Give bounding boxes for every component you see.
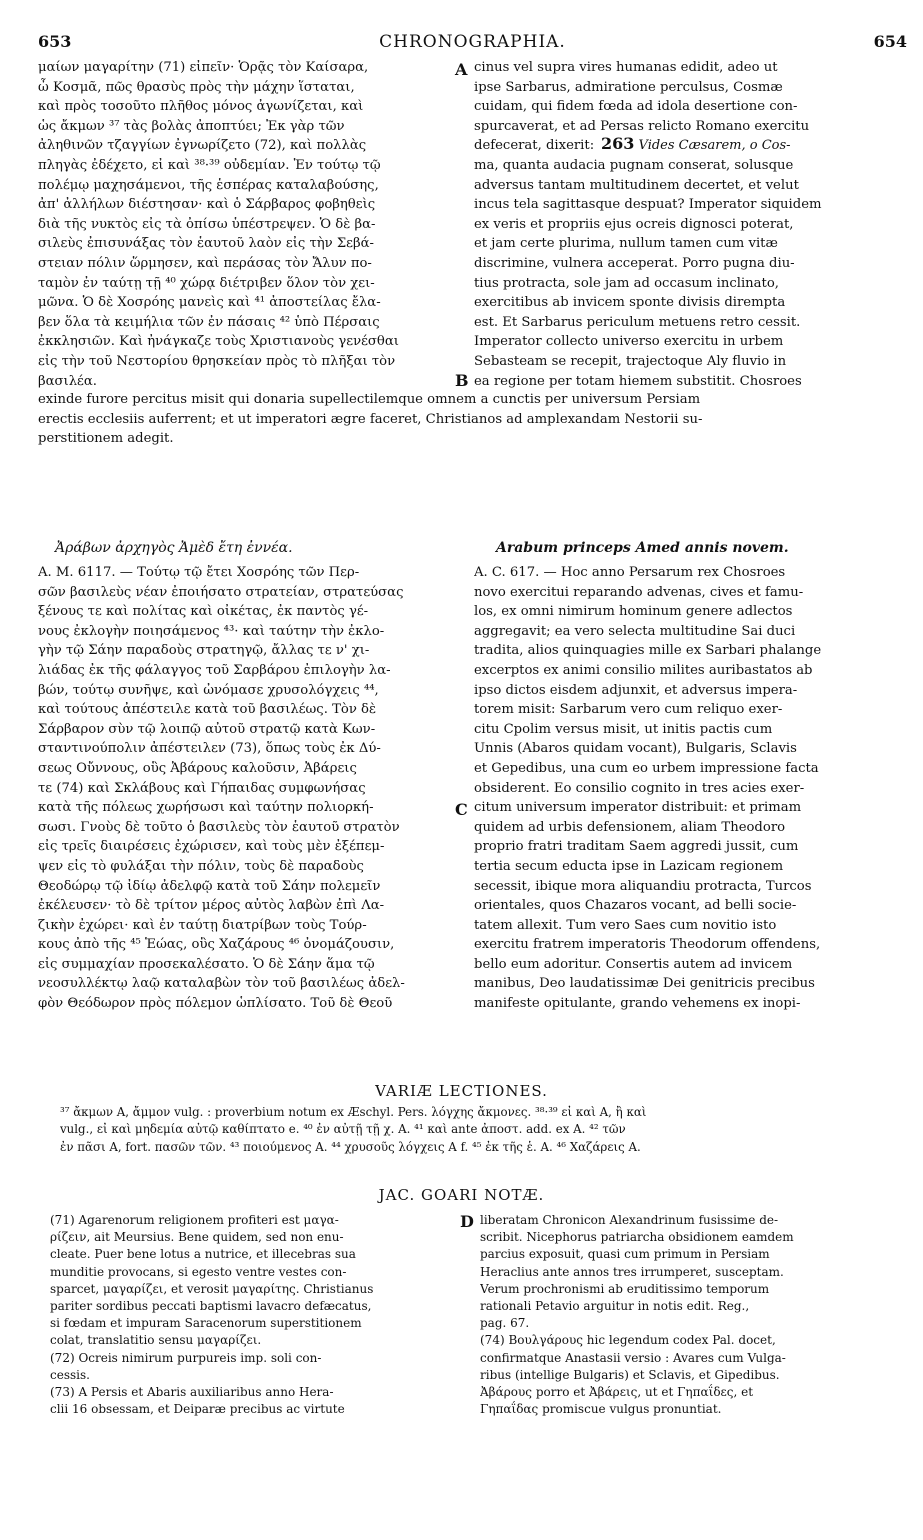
latin-text-line: Imperator collecto universo exercitu in urbem xyxy=(474,334,784,350)
greek-text-line: εἰς τρεῖς διαιρέσεις ἐχώρισεν, καὶ τοὺς μὲν ἐξέπεμ- xyxy=(38,839,385,855)
page-number-left: 653 xyxy=(38,32,72,51)
note-line: colat, translatitio sensu μαγαρίζει. xyxy=(50,1333,262,1348)
latin-text-line: cuidam, qui fidem fœda ad idola desertione con- xyxy=(474,99,798,115)
notes-title: JAC. GOARI NOTÆ. xyxy=(378,1186,545,1204)
latin-text-line: est. Et Sarbarus periculum metuens retro cessit. xyxy=(474,314,801,330)
note-line: (74) Βουλγάρους hic legendum codex Pal. docet, xyxy=(480,1333,776,1348)
margin-marker-d: D xyxy=(460,1212,474,1231)
latin-text-line: exercitibus ab invicem sponte divisis dirempta xyxy=(474,295,786,311)
latin-text-line: tertia secum educta ipse in Lazicam regionem xyxy=(474,858,784,874)
latin-text-line: manibus, Deo laudatissimæ Dei genitricis precibus xyxy=(474,976,815,992)
edition-page-number: 263 xyxy=(601,134,635,153)
greek-text-line: πολέμῳ μαχησάμενοι, τῆς ἑσπέρας καταλαβούσης, xyxy=(38,177,379,193)
note-line: scribit. Nicephorus patriarcha obsidionem eamdem xyxy=(480,1230,794,1245)
note-line: cleate. Puer bene lotus a nutrice, et illecebras sua xyxy=(50,1247,356,1262)
greek-text-line: διὰ τῆς νυκτὸς εἰς τὰ ὀπίσω ὑπέστρεψεν. Ὁ δὲ βα- xyxy=(38,216,376,232)
variant-readings xyxy=(60,1104,902,1156)
latin-text-line: obsiderent. Eo consilio cognito in tres acies exer- xyxy=(474,780,805,796)
note-line: munditie provocans, si egesto ventre vestes con- xyxy=(50,1264,347,1279)
greek-text-line: κους ἀπὸ τῆς ⁴⁵ Ἑώας, οὓς Χαζάρους ⁴⁶ ὀνομάζουσιν, xyxy=(38,937,395,953)
latin-text-line: exercitu fratrem imperatoris Theodorum offendens, xyxy=(474,937,821,953)
greek-text-line: ἐκκλησιῶν. Καὶ ἠνάγκαζε τοὺς Χριστιανοὺς γενέσθαι xyxy=(38,334,399,350)
greek-text-line: τε (74) καὶ Σκλάβους καὶ Γήπαιδας συμφωνήσας xyxy=(38,780,366,796)
margin-marker-b: B xyxy=(455,371,469,390)
note-line: Ἀβάρους porro et Ἀβάρεις, ut et Γηπαΐδες, et xyxy=(480,1385,754,1400)
latin-text-line: bello eum adoritur. Consertis autem ad invicem xyxy=(474,956,793,972)
note-line: si fœdam et impuram Saracenorum superstitionem xyxy=(50,1316,362,1331)
note-line: (72) Ocreis nimirum purpureis imp. soli con- xyxy=(50,1350,322,1365)
greek-text-line: μῶνα. Ὁ δὲ Χοσρόης μανεὶς καὶ ⁴¹ ἀποστείλας ἔλα- xyxy=(38,295,381,311)
latin-text-line: cinus vel supra vires humanas edidit, adeo ut xyxy=(474,60,778,75)
latin-text-line: tatem allexit. Tum vero Saes cum novitio isto xyxy=(474,917,777,933)
section-heading-greek: Ἀράβων ἀρχηγὸς Ἀμὲδ ἔτη ἐννέα. xyxy=(55,540,293,556)
greek-text-line: ζικὴν ἐχώρει· καὶ ἐν ταύτῃ διατρίβων τοὺς Τούρ- xyxy=(38,917,367,933)
latin-text-line: tradita, alios quinquagies mille ex Sarbari phalange xyxy=(474,643,822,659)
note-line: cessis. xyxy=(50,1367,90,1382)
note-line: sparcet, μαγαρίζει, et verosit μαγαρίτης. Christianus xyxy=(50,1281,374,1296)
note-line: pag. 67. xyxy=(480,1316,530,1331)
latin-text-line: aggregavit; ea vero selecta multitudine Sai duci xyxy=(474,623,796,639)
greek-column-main xyxy=(38,563,458,1014)
note-line: clii 16 obsessam, et Deiparæ precibus ac virtute xyxy=(50,1402,345,1417)
note-line: rationali Petavio arguitur in notis edit. Reg., xyxy=(480,1299,750,1314)
latin-text-line: secessit, ibique mora aliquandiu protracta, Turcos xyxy=(474,878,812,894)
note-line: Verum prochronismi ab eruditissimo temporum xyxy=(480,1281,770,1296)
greek-text-line: πληγὰς ἐδέχετο, εἰ καὶ ³⁸·³⁹ οὐδεμίαν. Ἐν τούτῳ τῷ xyxy=(38,157,381,173)
latin-text-line: ea regione per totam hiemem substitit. Chosroes xyxy=(474,373,802,389)
latin-text-line: torem misit: Sarbarum vero cum reliquo exer- xyxy=(474,702,783,718)
latin-text-line: ex veris et propriis ejus ocreis dignosci poterat, xyxy=(474,216,794,232)
greek-text-line: νους ἐκλογὴν ποιησάμενος ⁴³· καὶ ταύτην τὴν ἐκλο- xyxy=(38,623,385,639)
latin-text-line: proprio fratri traditam Saem aggredi jussit, cum xyxy=(474,839,799,855)
running-title: CHRONOGRAPHIA. xyxy=(379,32,566,52)
margin-marker-c: C xyxy=(455,800,468,819)
page-number-right: 654 xyxy=(873,32,907,51)
greek-text-line: ἀπ' ἀλλήλων διέστησαν· καὶ ὁ Σάρβαρος φοβηθεὶς xyxy=(38,197,376,213)
latin-text-line: Sebasteam se recepit, trajectoque Aly fluvio in xyxy=(474,353,787,369)
note-line: confirmatque Anastasii versio : Avares cum Vulga- xyxy=(480,1350,786,1365)
latin-column-main xyxy=(474,563,906,1014)
latin-text-line: citum universum imperator distribuit: et primam xyxy=(474,800,802,816)
latin-quote-start xyxy=(601,134,791,153)
greek-text-line: σταντινούπολιν ἀπέστειλεν (73), ὅπως τοὺς ἐκ Δύ- xyxy=(38,741,381,757)
greek-text-line: Σάρβαρον σὺν τῷ λοιπῷ αὐτοῦ στρατῷ κατὰ Κων- xyxy=(38,721,376,737)
note-line: liberatam Chronicon Alexandrinum fusissime de- xyxy=(480,1213,779,1227)
latin-text-line: adversus tantam multitudinem decertet, et velut xyxy=(474,177,799,193)
latin-text-line: ipse Sarbarus, admiratione perculsus, Cosmæ xyxy=(474,79,783,95)
note-line: ribus (intellige Bulgaris) et Sclavis, et Gipedibus. xyxy=(480,1367,780,1382)
greek-text-line: φὸν Θεόδωρον πρὸς πόλεμον ὡπλίσατο. Τοῦ δὲ Θεοῦ xyxy=(38,996,393,1012)
variant-line: ἐν πᾶσι A, fort. πασῶν τῶν. ⁴³ ποιούμενος A. ⁴⁴ χρυσοῦς λόγχεις A f. ⁴⁵ ἐκ τῆς ἑ. A. ⁴⁶ Χαζάρεις A. xyxy=(60,1139,641,1154)
greek-text-line: ἐκέλευσεν· τὸ δὲ τρίτον μέρος αὐτὸς λαβὼν ἐπὶ Λα- xyxy=(38,898,385,914)
greek-text-line: γὴν τῷ Σάην παραδοὺς στρατηγῷ, ἄλλας τε ν' χι- xyxy=(38,643,370,659)
greek-text-line: στειαν πόλιν ὥρμησεν, καὶ περάσας τὸν Ἄλυν πο- xyxy=(38,255,372,271)
greek-text-line: ὦ Κοσμᾶ, πῶς θρασὺς πρὸς τὴν μάχην ἵσταται, xyxy=(38,79,355,95)
note-line: pariter sordibus peccati baptismi lavacro defæcatus, xyxy=(50,1299,372,1314)
greek-text-line: Θεοδώρῳ τῷ ἰδίῳ ἀδελφῷ κατὰ τοῦ Σάην πολεμεῖν xyxy=(38,878,381,894)
full-width-latin xyxy=(38,390,904,449)
greek-text-line: μαίων μαγαρίτην (71) εἰπεῖν· Ὁρᾷς τὸν Καίσαρα, xyxy=(38,60,369,75)
latin-text-line: perstitionem adegit. xyxy=(38,431,174,447)
note-line: ρίζειν, ait Meursius. Bene quidem, sed non enu- xyxy=(50,1230,344,1245)
latin-text-line: A. C. 617. — Hoc anno Persarum rex Chosroes xyxy=(474,565,786,580)
greek-text-line: βών, τούτῳ συνῆψε, καὶ ὠνόμασε χρυσολόγχεις ⁴⁴, xyxy=(38,682,379,698)
greek-column-top xyxy=(38,58,458,391)
greek-text-line: ταμὸν ἐν ταύτῃ τῇ ⁴⁰ χώρᾳ διέτριβεν ὅλον τὸν χει- xyxy=(38,275,375,291)
latin-text-line: novo exercitui reparando advenas, cives et famu- xyxy=(474,584,804,600)
latin-text-line: citu Cpolim versus misit, ut initis pactis cum xyxy=(474,721,773,737)
greek-text-line: σῶν βασιλεὺς νέαν ἐποιήσατο στρατείαν, στρατεύσας xyxy=(38,584,404,600)
notes-left-column xyxy=(50,1212,460,1418)
note-line: Γηπαΐδας promiscue vulgus pronuntiat. xyxy=(480,1402,722,1417)
note-line: Heraclius ante annos tres irrumperet, susceptam. xyxy=(480,1264,784,1279)
latin-text-line: quidem ad urbis defensionem, aliam Theodoro xyxy=(474,819,786,835)
latin-text-line: defecerat, dixerit: xyxy=(474,138,595,154)
margin-marker-a: A xyxy=(455,60,468,79)
greek-text-line: νεοσυλλέκτῳ λαῷ καταλαβὼν τὸν τοῦ βασιλέως ἀδελ- xyxy=(38,976,405,992)
greek-text-line: καὶ πρὸς τοσοῦτο πλῆθος μόνος ἀγωνίζεται, καὶ xyxy=(38,99,364,115)
latin-text-line: manifeste opitulante, grando vehemens ex inopi- xyxy=(474,996,801,1012)
greek-text-line: λιάδας ἐκ τῆς φάλαγγος τοῦ Σαρβάρου ἐπιλογὴν λα- xyxy=(38,662,391,678)
quote-text: Vides Cæsarem, o Cos- xyxy=(638,138,791,153)
greek-text-line: εἰς συμμαχίαν προσεκαλέσατο. Ὁ δὲ Σάην ἅμα τῷ xyxy=(38,956,375,972)
latin-column-top xyxy=(474,58,906,391)
latin-text-line: excerptos ex animi consilio milites auribastatos ab xyxy=(474,662,813,678)
greek-text-line: καὶ τούτους ἀπέστειλε κατὰ τοῦ βασιλέως. Τὸν δὲ xyxy=(38,702,377,718)
greek-text-line: ψεν εἰς τὸ φυλάξαι τὴν πόλιν, τοὺς δὲ παραδοὺς xyxy=(38,858,364,874)
greek-text-line: A. M. 6117. — Τούτῳ τῷ ἔτει Χοσρόης τῶν Περ- xyxy=(38,565,360,580)
latin-text-line: orientales, quos Chazaros vocant, ad belli socie- xyxy=(474,898,797,914)
latin-text-line: discrimine, vulnera acceperat. Porro pugna diu- xyxy=(474,255,795,271)
latin-text-line: tius protracta, sole jam ad occasum inclinato, xyxy=(474,275,779,291)
note-line: (71) Agarenorum religionem profiteri est μαγα- xyxy=(50,1213,339,1227)
greek-text-line: σεως Οὔννους, οὓς Ἀβάρους καλοῦσιν, Ἀβάρεις xyxy=(38,760,357,776)
greek-text-line: βασιλέα. xyxy=(38,373,97,389)
latin-text-line: ma, quanta audacia pugnam conserat, solusque xyxy=(474,157,794,173)
section-heading-latin: Arabum princeps Amed annis novem. xyxy=(496,540,789,556)
latin-text-line: et Gepedibus, una cum eo urbem impressione facta xyxy=(474,760,819,776)
greek-text-line: ἀληθινῶν τζαγγίων ἐγνωρίζετο (72), καὶ πολλὰς xyxy=(38,138,367,154)
variae-lectiones-title: VARIÆ LECTIONES. xyxy=(375,1082,548,1100)
latin-text-line: Unnis (Abaros quidam vocant), Bulgaris, Sclavis xyxy=(474,741,797,757)
greek-text-line: βεν ὅλα τὰ κειμήλια τῶν ἐν πάσαις ⁴² ὑπὸ Πέρσαις xyxy=(38,314,380,330)
note-line: parcius exposuit, quasi cum primum in Persiam xyxy=(480,1247,770,1262)
running-header xyxy=(38,32,907,56)
greek-text-line: σωσι. Γνοὺς δὲ τοῦτο ὁ βασιλεὺς τὸν ἑαυτοῦ στρατὸν xyxy=(38,819,400,835)
greek-text-line: εἰς τὴν τοῦ Νεστορίου θρησκείαν πρὸς τὸ πλῆξαι τὸν xyxy=(38,353,396,369)
variant-line: ³⁷ ἄκμων A, ἄμμον vulg. : proverbium notum ex Æschyl. Pers. λόγχης ἄκμονες. ³⁸·³⁹ εἰ καὶ A, ἢ καὶ xyxy=(60,1105,647,1119)
latin-text-line: incus tela sagittasque despuat? Imperator siquidem xyxy=(474,197,822,213)
greek-text-line: ξένους τε καὶ πολίτας καὶ οἰκέτας, ἐκ παντὸς γέ- xyxy=(38,604,369,620)
latin-text-line: et jam certe plurima, nullum tamen cum vitæ xyxy=(474,236,778,252)
greek-text-line: κατὰ τῆς πόλεως χωρήσωσι καὶ ταύτην πολιορκή- xyxy=(38,800,374,816)
latin-text-line: exinde furore percitus misit qui donaria supellectilemque omnem a cunctis per universum Persiam xyxy=(38,392,701,407)
latin-text-line: los, ex omni nimirum hominum genere adlectos xyxy=(474,604,793,620)
latin-text-line: ipso dictos eisdem adjunxit, et adversus impera- xyxy=(474,682,798,698)
variant-line: vulg., εἰ καὶ μηδεμία αὐτῷ καθίπτατο e. ⁴⁰ ἐν αὐτῇ τῇ χ. A. ⁴¹ καὶ ante ἀποστ. add. ex A. ⁴² τῶν xyxy=(60,1122,626,1137)
note-line: (73) A Persis et Abaris auxiliaribus anno Hera- xyxy=(50,1385,334,1400)
latin-text-line: spurcaverat, et ad Persas relicto Romano exercitu xyxy=(474,118,810,134)
greek-text-line: ὡς ἄκμων ³⁷ τὰς βολὰς ἀποπτύει; Ἐκ γὰρ τῶν xyxy=(38,118,345,134)
notes-right-column xyxy=(480,1212,904,1418)
greek-text-line: σιλεὺς ἐπισυνάξας τὸν ἑαυτοῦ λαὸν εἰς τὴν Σεβά- xyxy=(38,236,374,252)
latin-text-line: erectis ecclesiis auferrent; et ut imperatori ægre faceret, Christianos ad amplexandam Nestorii su- xyxy=(38,411,703,427)
